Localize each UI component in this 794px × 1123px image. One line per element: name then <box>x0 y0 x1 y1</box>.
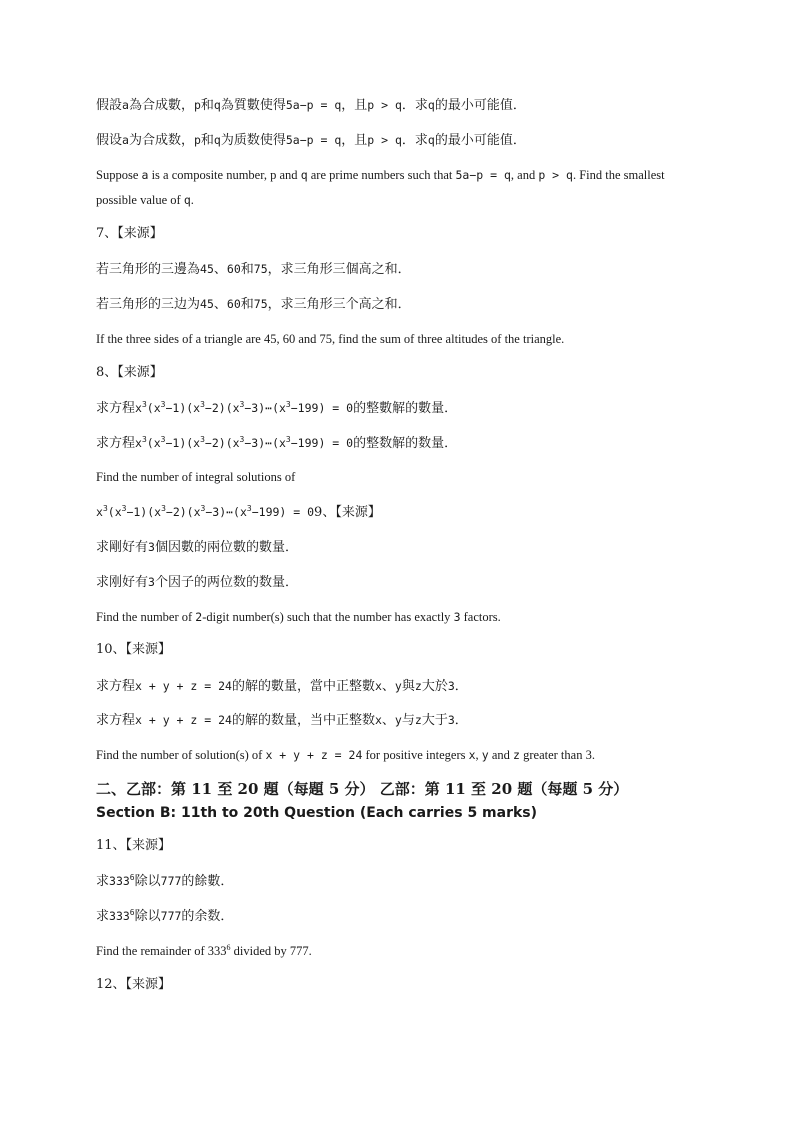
q11-english: Find the remainder of $333^6$ divided by 777. <box>96 942 312 958</box>
q6-traditional: 假設a為合成數，p和q為質數使得5a−p = q，且p > q．求q的最小可能值． <box>96 98 526 113</box>
q8-english-equation: $x^3(x^3-1)(x^3-2)(x^3-3)\cdots(x^3-199) = 09$、【来源】 <box>96 504 381 520</box>
q7-traditional: 若三角形的三邊為45、60和75，求三角形三個高之和． <box>96 262 411 277</box>
q8-header: 8、【来源】 <box>96 365 163 380</box>
q10-traditional: 求方程x + y + z = 24的解的數量，當中正整數x、y與z大於3． <box>96 679 468 694</box>
q7-english: If the three sides of a triangle are 45, 60 and 75, find the sum of three altitudes of the triangle. <box>96 332 565 346</box>
section-b-title-chinese: 二、乙部：第 11 至 20 題（每題 5 分） 乙部：第 11 至 20 题（每题 5 分） <box>96 780 629 798</box>
q11-simplified: 求$333^6$除以777的余数． <box>96 908 234 924</box>
q9-english: Find the number of 2-digit number(s) such that the number has exactly 3 factors. <box>96 610 501 624</box>
q11-traditional: 求$333^6$除以777的餘數． <box>96 873 234 889</box>
q6-english: Suppose a is a composite number, p and q are prime numbers such that 5a−p = q, and p > q. Find the smallest possible value of q. <box>96 168 665 207</box>
q10-header: 10、【来源】 <box>96 642 172 657</box>
q7-header: 7、【来源】 <box>96 226 163 241</box>
q10-english: Find the number of solution(s) of x + y + z = 24 for positive integers x, y and z greater than 3. <box>96 748 595 762</box>
q9-simplified: 求刚好有3个因子的两位数的数量． <box>96 575 298 590</box>
q6-simplified: 假设a为合成数，p和q为质数使得5a−p = q，且p > q．求q的最小可能值． <box>96 133 526 148</box>
q8-traditional: 求方程$x^3(x^3-1)(x^3-2)(x^3-3)\cdots(x^3-199) = 0$的整數解的數量． <box>96 400 458 416</box>
q8-english: Find the number of integral solutions of <box>96 470 296 484</box>
q10-simplified: 求方程x + y + z = 24的解的数量，当中正整数x、y与z大于3． <box>96 713 468 728</box>
q7-simplified: 若三角形的三边为45、60和75，求三角形三个高之和． <box>96 297 411 312</box>
section-b-title-english: Section B: 11th to 20th Question (Each carries 5 marks) <box>96 805 538 821</box>
q11-header: 11、【来源】 <box>96 838 172 853</box>
q8-simplified: 求方程$x^3(x^3-1)(x^3-2)(x^3-3)\cdots(x^3-199) = 0$的整数解的数量． <box>96 435 458 451</box>
q9-traditional: 求剛好有3個因數的兩位數的數量． <box>96 540 298 555</box>
q12-header: 12、【来源】 <box>96 977 172 992</box>
